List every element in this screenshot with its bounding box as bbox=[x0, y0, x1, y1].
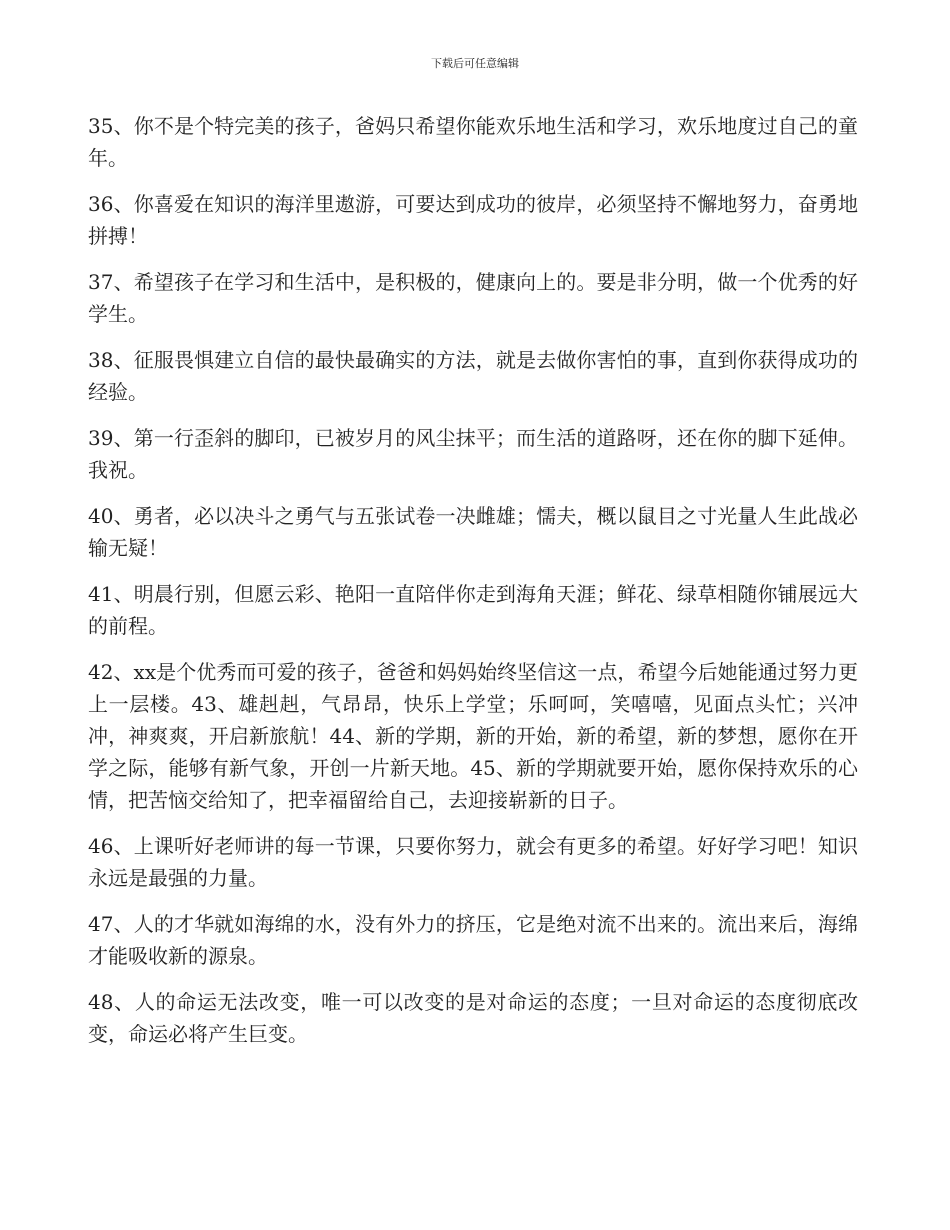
paragraph-38: 38、征服畏惧建立自信的最快最确实的方法，就是去做你害怕的事，直到你获得成功的经验。 bbox=[88, 348, 858, 404]
document-body bbox=[88, 110, 858, 1064]
paragraph-40: 40、勇者，必以决斗之勇气与五张试卷一决雌雄；懦夫，概以鼠目之寸光量人生此战必输无疑！ bbox=[88, 504, 858, 560]
paragraph-37: 37、希望孩子在学习和生活中，是积极的，健康向上的。要是非分明，做一个优秀的好学生。 bbox=[88, 270, 858, 326]
paragraph-36: 36、你喜爱在知识的海洋里遨游，可要达到成功的彼岸，必须坚持不懈地努力，奋勇地拼搏！ bbox=[88, 192, 858, 248]
paragraph-42-45: 42、xx是个优秀而可爱的孩子，爸爸和妈妈始终坚信这一点，希望今后她能通过努力更上一层楼。43、雄赳赳，气昂昂，快乐上学堂；乐呵呵，笑嘻嘻，见面点头忙；兴冲冲，神爽爽，开启新旅航！44、新的学期，新的开始，新的希望，新的梦想，愿你在开学之际，能够有新气象，开创一片新天地。45、新的学期就要开始，愿你保持欢乐的心情，把苦恼交给知了，把幸福留给自己，去迎接崭新的日子。 bbox=[88, 660, 858, 812]
page-header: 下载后可任意编辑 bbox=[431, 57, 519, 70]
paragraph-48: 48、人的命运无法改变，唯一可以改变的是对命运的态度；一旦对命运的态度彻底改变，命运必将产生巨变。 bbox=[88, 990, 858, 1046]
paragraph-39: 39、第一行歪斜的脚印，已被岁月的风尘抹平；而生活的道路呀，还在你的脚下延伸。我祝。 bbox=[88, 426, 858, 482]
paragraph-47: 47、人的才华就如海绵的水，没有外力的挤压，它是绝对流不出来的。流出来后，海绵才能吸收新的源泉。 bbox=[88, 912, 858, 968]
paragraph-41: 41、明晨行别，但愿云彩、艳阳一直陪伴你走到海角天涯；鲜花、绿草相随你铺展远大的前程。 bbox=[88, 582, 858, 638]
paragraph-35: 35、你不是个特完美的孩子，爸妈只希望你能欢乐地生活和学习，欢乐地度过自己的童年。 bbox=[88, 114, 858, 170]
paragraph-46: 46、上课听好老师讲的每一节课，只要你努力，就会有更多的希望。好好学习吧！知识永远是最强的力量。 bbox=[88, 834, 858, 890]
